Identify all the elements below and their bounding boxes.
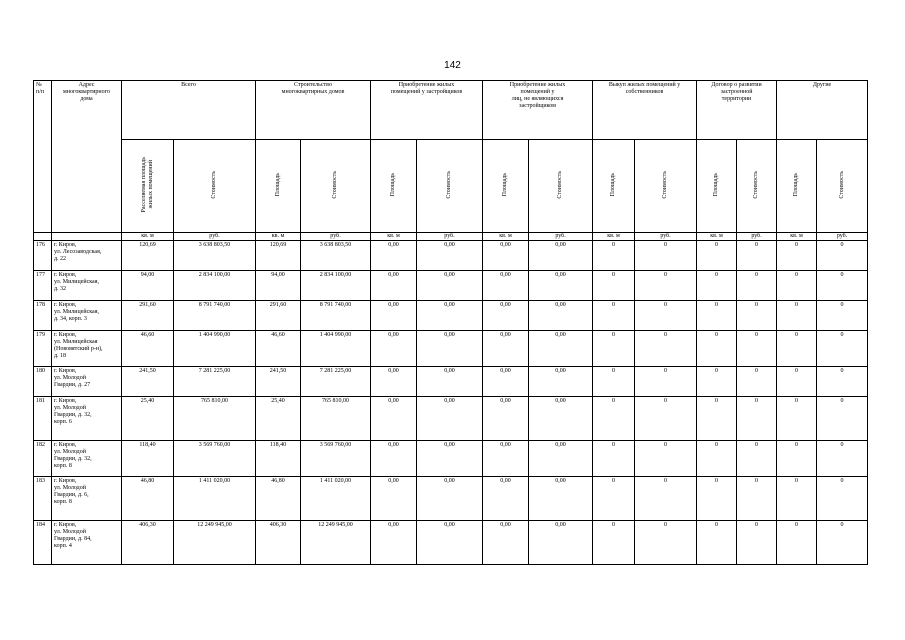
cell-area: 0,00 [371, 271, 417, 301]
cell-area: 291,60 [122, 301, 174, 331]
cell-area: 0,00 [483, 441, 529, 477]
cell-area: 0,00 [483, 367, 529, 397]
cell-area: 46,80 [256, 477, 301, 521]
cell-cost: 0,00 [417, 521, 483, 565]
row-address: г. Киров, ул. Молодой Гвардии, д. 84, корп. 4 [52, 521, 122, 565]
cell-cost: 0 [635, 477, 697, 521]
cell-area: 0,00 [371, 301, 417, 331]
row-number: 184 [34, 521, 52, 565]
cell-area: 406,30 [122, 521, 174, 565]
unit-area: кв. м [122, 233, 174, 241]
cell-cost: 0,00 [417, 241, 483, 271]
cell-cost: 0,00 [529, 241, 593, 271]
cell-cost: 0 [737, 397, 777, 441]
cell-cost: 0,00 [417, 331, 483, 367]
header-group-development-agreement: Договор о развитии застроенной территории [697, 81, 777, 140]
cell-cost: 0 [817, 271, 868, 301]
row-number: 178 [34, 301, 52, 331]
cell-area: 0 [777, 271, 817, 301]
row-number: 183 [34, 477, 52, 521]
cell-cost: 0 [635, 367, 697, 397]
unit-area: кв. м [483, 233, 529, 241]
cell-area: 0,00 [371, 441, 417, 477]
row-number: 180 [34, 367, 52, 397]
subheader-area: Площадь [777, 140, 817, 233]
unit-cost: руб. [529, 233, 593, 241]
cell-area: 0,00 [371, 241, 417, 271]
cell-cost: 0,00 [529, 441, 593, 477]
header-group-construction: Строительство многоквартирных домов [256, 81, 371, 140]
table-row [34, 367, 868, 397]
cell-cost: 0 [737, 477, 777, 521]
cell-area: 0 [777, 241, 817, 271]
row-number: 176 [34, 241, 52, 271]
cell-area: 0,00 [483, 477, 529, 521]
cell-cost: 0 [817, 367, 868, 397]
cell-area: 0 [777, 477, 817, 521]
header-row-groups [34, 81, 868, 140]
cell-cost: 0,00 [529, 397, 593, 441]
cell-cost: 7 281 225,00 [301, 367, 371, 397]
cell-area: 0 [697, 301, 737, 331]
cell-cost: 12 249 945,00 [174, 521, 256, 565]
cell-cost: 0 [635, 241, 697, 271]
row-address: г. Киров, ул. Молодой Гвардии, д. 32, корп. 6 [52, 397, 122, 441]
cell-cost: 0 [737, 271, 777, 301]
cell-area: 0 [593, 241, 635, 271]
cell-area: 291,60 [256, 301, 301, 331]
cell-area: 0 [777, 331, 817, 367]
cell-area: 46,60 [256, 331, 301, 367]
cell-cost: 3 569 760,00 [301, 441, 371, 477]
unit-area: кв. м [371, 233, 417, 241]
cell-cost: 0 [635, 441, 697, 477]
cell-area: 406,30 [256, 521, 301, 565]
cell-area: 0 [593, 521, 635, 565]
cell-cost: 0 [817, 477, 868, 521]
cell-cost: 0 [817, 521, 868, 565]
cell-area: 241,50 [122, 367, 174, 397]
cell-cost: 0,00 [529, 521, 593, 565]
row-number: 181 [34, 397, 52, 441]
cell-cost: 0 [737, 521, 777, 565]
table-row [34, 521, 868, 565]
cell-cost: 0 [817, 301, 868, 331]
cell-cost: 7 281 225,00 [174, 367, 256, 397]
page-number: 142 [444, 60, 461, 71]
cell-cost: 0,00 [417, 397, 483, 441]
cell-cost: 765 810,00 [301, 397, 371, 441]
cell-area: 0 [777, 397, 817, 441]
header-group-total: Всего [122, 81, 256, 140]
unit-cost: руб. [174, 233, 256, 241]
cell-area: 46,80 [122, 477, 174, 521]
unit-cost: руб. [417, 233, 483, 241]
cell-cost: 3 569 760,00 [174, 441, 256, 477]
cell-area: 0 [777, 441, 817, 477]
header-group-nondeveloper-purchase: Приобретение жилых помещений у лиц, не являющихся застройщиком [483, 81, 593, 140]
cell-area: 241,50 [256, 367, 301, 397]
unit-area: кв. м [593, 233, 635, 241]
table-row [34, 477, 868, 521]
cell-cost: 0 [737, 301, 777, 331]
row-number: 179 [34, 331, 52, 367]
subheader-cost: Стоимость [737, 140, 777, 233]
cell-cost: 0,00 [417, 441, 483, 477]
cell-cost: 0,00 [417, 301, 483, 331]
cell-cost: 1 411 020,00 [301, 477, 371, 521]
subheader-cost: Стоимость [174, 140, 256, 233]
cell-area: 0,00 [371, 397, 417, 441]
row-address: г. Киров, ул. Молодой Гвардии, д. 6, корп. 8 [52, 477, 122, 521]
cell-area: 0 [697, 397, 737, 441]
cell-area: 94,00 [122, 271, 174, 301]
cell-cost: 0 [635, 521, 697, 565]
cell-cost: 1 411 020,00 [174, 477, 256, 521]
subheader-area: Площадь [256, 140, 301, 233]
cell-cost: 1 404 990,00 [174, 331, 256, 367]
cell-cost: 0 [817, 241, 868, 271]
cell-cost: 8 791 740,00 [301, 301, 371, 331]
cell-cost: 0 [817, 331, 868, 367]
cell-cost: 0,00 [529, 331, 593, 367]
subheader-resettled-area: Расселяемая площадь жилых помещений [122, 140, 174, 233]
header-address: Адрес многоквартирного дома [52, 81, 122, 233]
subheader-area: Площадь [697, 140, 737, 233]
unit-cost: руб. [737, 233, 777, 241]
subheader-cost: Стоимость [417, 140, 483, 233]
cell-area: 0 [593, 477, 635, 521]
cell-area: 0,00 [483, 331, 529, 367]
cell-cost: 3 638 803,50 [301, 241, 371, 271]
row-address: г. Киров, ул. Милицейская, д. 34, корп. 3 [52, 301, 122, 331]
cell-cost: 3 638 803,50 [174, 241, 256, 271]
cell-area: 0,00 [371, 477, 417, 521]
cell-cost: 0 [635, 271, 697, 301]
row-address: г. Киров, ул. Милицейская (Нововятский р-н), д. 18 [52, 331, 122, 367]
cell-cost: 765 810,00 [174, 397, 256, 441]
housing-resettlement-table [33, 80, 868, 565]
cell-cost: 0 [737, 331, 777, 367]
cell-cost: 0 [817, 397, 868, 441]
cell-area: 118,40 [256, 441, 301, 477]
cell-area: 0 [593, 271, 635, 301]
cell-area: 0 [697, 331, 737, 367]
cell-area: 0 [697, 477, 737, 521]
header-group-developer-purchase: Приобретение жилых помещений у застройщиков [371, 81, 483, 140]
cell-cost: 0,00 [417, 477, 483, 521]
cell-cost: 2 834 100,00 [174, 271, 256, 301]
cell-area: 0 [593, 441, 635, 477]
cell-cost: 0 [737, 441, 777, 477]
subheader-cost: Стоимость [301, 140, 371, 233]
cell-area: 0 [697, 521, 737, 565]
cell-cost: 12 249 945,00 [301, 521, 371, 565]
cell-area: 118,40 [122, 441, 174, 477]
cell-area: 0 [777, 521, 817, 565]
cell-cost: 0 [737, 241, 777, 271]
cell-area: 0 [697, 271, 737, 301]
header-group-buyout: Выкуп жилых помещений у собственников [593, 81, 697, 140]
subheader-cost: Стоимость [635, 140, 697, 233]
cell-cost: 0 [635, 301, 697, 331]
header-num: № п/п [34, 81, 52, 233]
table-row [34, 441, 868, 477]
cell-area: 0,00 [371, 367, 417, 397]
cell-cost: 2 834 100,00 [301, 271, 371, 301]
cell-area: 0 [777, 301, 817, 331]
unit-area: кв. м [777, 233, 817, 241]
cell-area: 25,40 [256, 397, 301, 441]
row-number: 182 [34, 441, 52, 477]
unit-cost: руб. [301, 233, 371, 241]
cell-area: 120,69 [256, 241, 301, 271]
cell-cost: 8 791 740,00 [174, 301, 256, 331]
header-group-other: Другие [777, 81, 868, 140]
subheader-area: Площадь [371, 140, 417, 233]
cell-cost: 0,00 [529, 367, 593, 397]
unit-cost: руб. [817, 233, 868, 241]
cell-area: 0 [593, 397, 635, 441]
cell-cost: 1 404 990,00 [301, 331, 371, 367]
cell-area: 120,69 [122, 241, 174, 271]
table-row [34, 397, 868, 441]
units-row [34, 233, 868, 241]
cell-cost: 0,00 [529, 271, 593, 301]
cell-area: 0,00 [483, 301, 529, 331]
cell-area: 0,00 [483, 241, 529, 271]
row-address: г. Киров, ул. Молодой Гвардии, д. 27 [52, 367, 122, 397]
row-address: г. Киров, ул. Милицейская, д. 32 [52, 271, 122, 301]
cell-area: 0 [697, 441, 737, 477]
units-empty [34, 233, 52, 241]
cell-area: 0 [593, 367, 635, 397]
units-empty [52, 233, 122, 241]
unit-area: кв. м [697, 233, 737, 241]
cell-cost: 0 [635, 331, 697, 367]
subheader-area: Площадь [593, 140, 635, 233]
table-row [34, 301, 868, 331]
cell-area: 0 [697, 367, 737, 397]
row-number: 177 [34, 271, 52, 301]
header-row-subcolumns [34, 140, 868, 233]
cell-area: 0 [593, 331, 635, 367]
unit-cost: руб. [635, 233, 697, 241]
cell-cost: 0 [817, 441, 868, 477]
row-address: г. Киров, ул. Молодой Гвардии, д. 32, корп. 8 [52, 441, 122, 477]
cell-area: 0,00 [371, 521, 417, 565]
cell-area: 25,40 [122, 397, 174, 441]
subheader-area: Площадь [483, 140, 529, 233]
cell-cost: 0,00 [417, 367, 483, 397]
cell-cost: 0 [737, 367, 777, 397]
cell-area: 94,00 [256, 271, 301, 301]
cell-cost: 0,00 [529, 301, 593, 331]
cell-area: 46,60 [122, 331, 174, 367]
row-address: г. Киров, ул. Лесозаводская, д. 22 [52, 241, 122, 271]
cell-area: 0,00 [483, 521, 529, 565]
subheader-cost: Стоимость [529, 140, 593, 233]
cell-area: 0,00 [483, 271, 529, 301]
cell-area: 0 [697, 241, 737, 271]
cell-area: 0 [593, 301, 635, 331]
table-row [34, 331, 868, 367]
cell-area: 0,00 [483, 397, 529, 441]
table-row [34, 271, 868, 301]
cell-cost: 0,00 [529, 477, 593, 521]
cell-cost: 0 [635, 397, 697, 441]
subheader-cost: Стоимость [817, 140, 868, 233]
unit-area: кв. м [256, 233, 301, 241]
table-row [34, 241, 868, 271]
cell-area: 0,00 [371, 331, 417, 367]
cell-cost: 0,00 [417, 271, 483, 301]
cell-area: 0 [777, 367, 817, 397]
